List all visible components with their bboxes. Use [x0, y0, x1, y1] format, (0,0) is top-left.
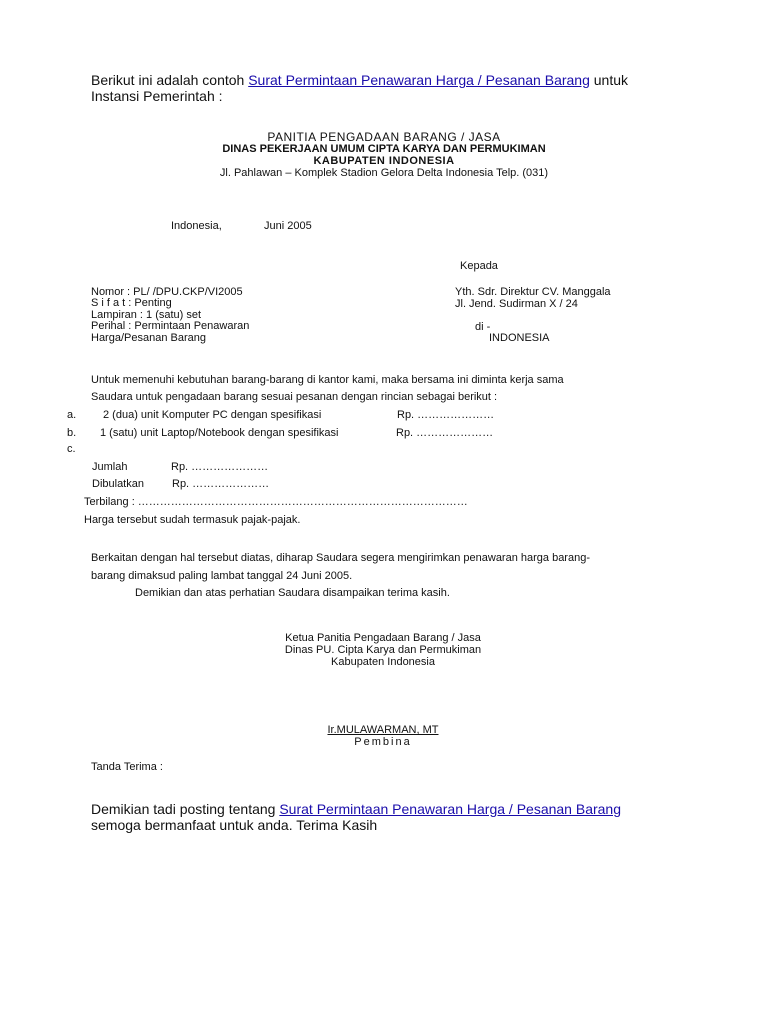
outro-line-1: [91, 801, 621, 817]
recipient-yth: Yth. Sdr. Direktur CV. Manggala: [455, 286, 611, 298]
jumlah-value: Rp. …………………: [171, 461, 269, 473]
intro-suffix: untuk: [589, 72, 629, 88]
recipient-kepada: Kepada: [460, 260, 498, 272]
meta-sifat: S i f a t : Penting: [91, 297, 172, 309]
kop-kabupaten: KABUPATEN INDONESIA: [313, 155, 455, 167]
meta-lampiran: Lampiran : 1 (satu) set: [91, 309, 202, 321]
intro-line-2: Instansi Pemerintah :: [91, 88, 223, 104]
body-para2-line2: barang dimaksud paling lambat tanggal 24 Juni 2005.: [91, 570, 353, 582]
recipient-jalan: Jl. Jend. Sudirman X / 24: [455, 298, 578, 310]
dibulatkan-value: Rp. …………………: [172, 478, 270, 490]
meta-perihal: Perihal : Permintaan Penawaran: [91, 320, 250, 332]
recipient-city: INDONESIA: [489, 332, 550, 344]
tanda-terima: Tanda Terima :: [91, 761, 163, 773]
recipient-di: di -: [475, 321, 491, 333]
body-para2-line1: Berkaitan dengan hal tersebut diatas, diharap Saudara segera mengirimkan penawaran harga barang-: [91, 552, 590, 564]
body-para1-line2: Saudara untuk pengadaan barang sesuai pesanan dengan rincian sebagai berikut :: [91, 391, 498, 403]
signature-title: Pembina: [354, 736, 412, 748]
signature-line-1: Ketua Panitia Pengadaan Barang / Jasa: [285, 632, 481, 644]
signature-line-2: Dinas PU. Cipta Karya dan Permukiman: [284, 644, 482, 656]
meta-perihal-2: Harga/Pesanan Barang: [91, 332, 206, 344]
outro-prefix: Demikian tadi posting tentang: [91, 801, 280, 817]
item-b-price: Rp. …………………: [396, 427, 494, 439]
item-b-marker: b.: [67, 427, 77, 439]
terbilang: Terbilang : ………………………………………………………………………………: [84, 496, 468, 508]
meta-nomor: Nomor : PL/ /DPU.CKP/VI2005: [91, 286, 243, 298]
date-place: Indonesia,: [171, 220, 222, 232]
signature-name-text: Ir.MULAWARMAN, MT: [327, 724, 439, 736]
closing: Demikian dan atas perhatian Saudara disampaikan terima kasih.: [135, 587, 450, 599]
item-a-marker: a.: [67, 409, 77, 421]
kop-panitia: PANITIA PENGADAAN BARANG / JASA: [267, 130, 501, 144]
date-month: Juni 2005: [264, 220, 312, 232]
item-c-marker: c.: [67, 443, 76, 455]
kop-alamat: Jl. Pahlawan – Komplek Stadion Gelora Delta Indonesia Telp. (031): [219, 167, 549, 179]
signature-line-3: Kabupaten Indonesia: [331, 656, 435, 668]
outro-line-2: semoga bermanfaat untuk anda. Terima Kasih: [91, 817, 378, 833]
intro-link[interactable]: Surat Permintaan Penawaran Harga / Pesanan Barang: [248, 72, 590, 88]
jumlah-label: Jumlah: [92, 461, 128, 473]
intro-prefix: Berikut ini adalah contoh: [91, 72, 249, 88]
body-para1-line1: Untuk memenuhi kebutuhan barang-barang di kantor kami, maka bersama ini diminta kerja sama: [91, 374, 564, 386]
pajak-note: Harga tersebut sudah termasuk pajak-pajak.: [84, 514, 301, 526]
item-b-text: 1 (satu) unit Laptop/Notebook dengan spesifikasi: [100, 427, 339, 439]
dibulatkan-label: Dibulatkan: [92, 478, 144, 490]
item-a-price: Rp. …………………: [397, 409, 495, 421]
outro-link[interactable]: Surat Permintaan Penawaran Harga / Pesanan Barang: [279, 801, 621, 817]
intro-line-1: [91, 72, 628, 88]
item-a-text: 2 (dua) unit Komputer PC dengan spesifikasi: [103, 409, 322, 421]
kop-dinas: DINAS PEKERJAAN UMUM CIPTA KARYA DAN PERMUKIMAN: [222, 143, 546, 155]
